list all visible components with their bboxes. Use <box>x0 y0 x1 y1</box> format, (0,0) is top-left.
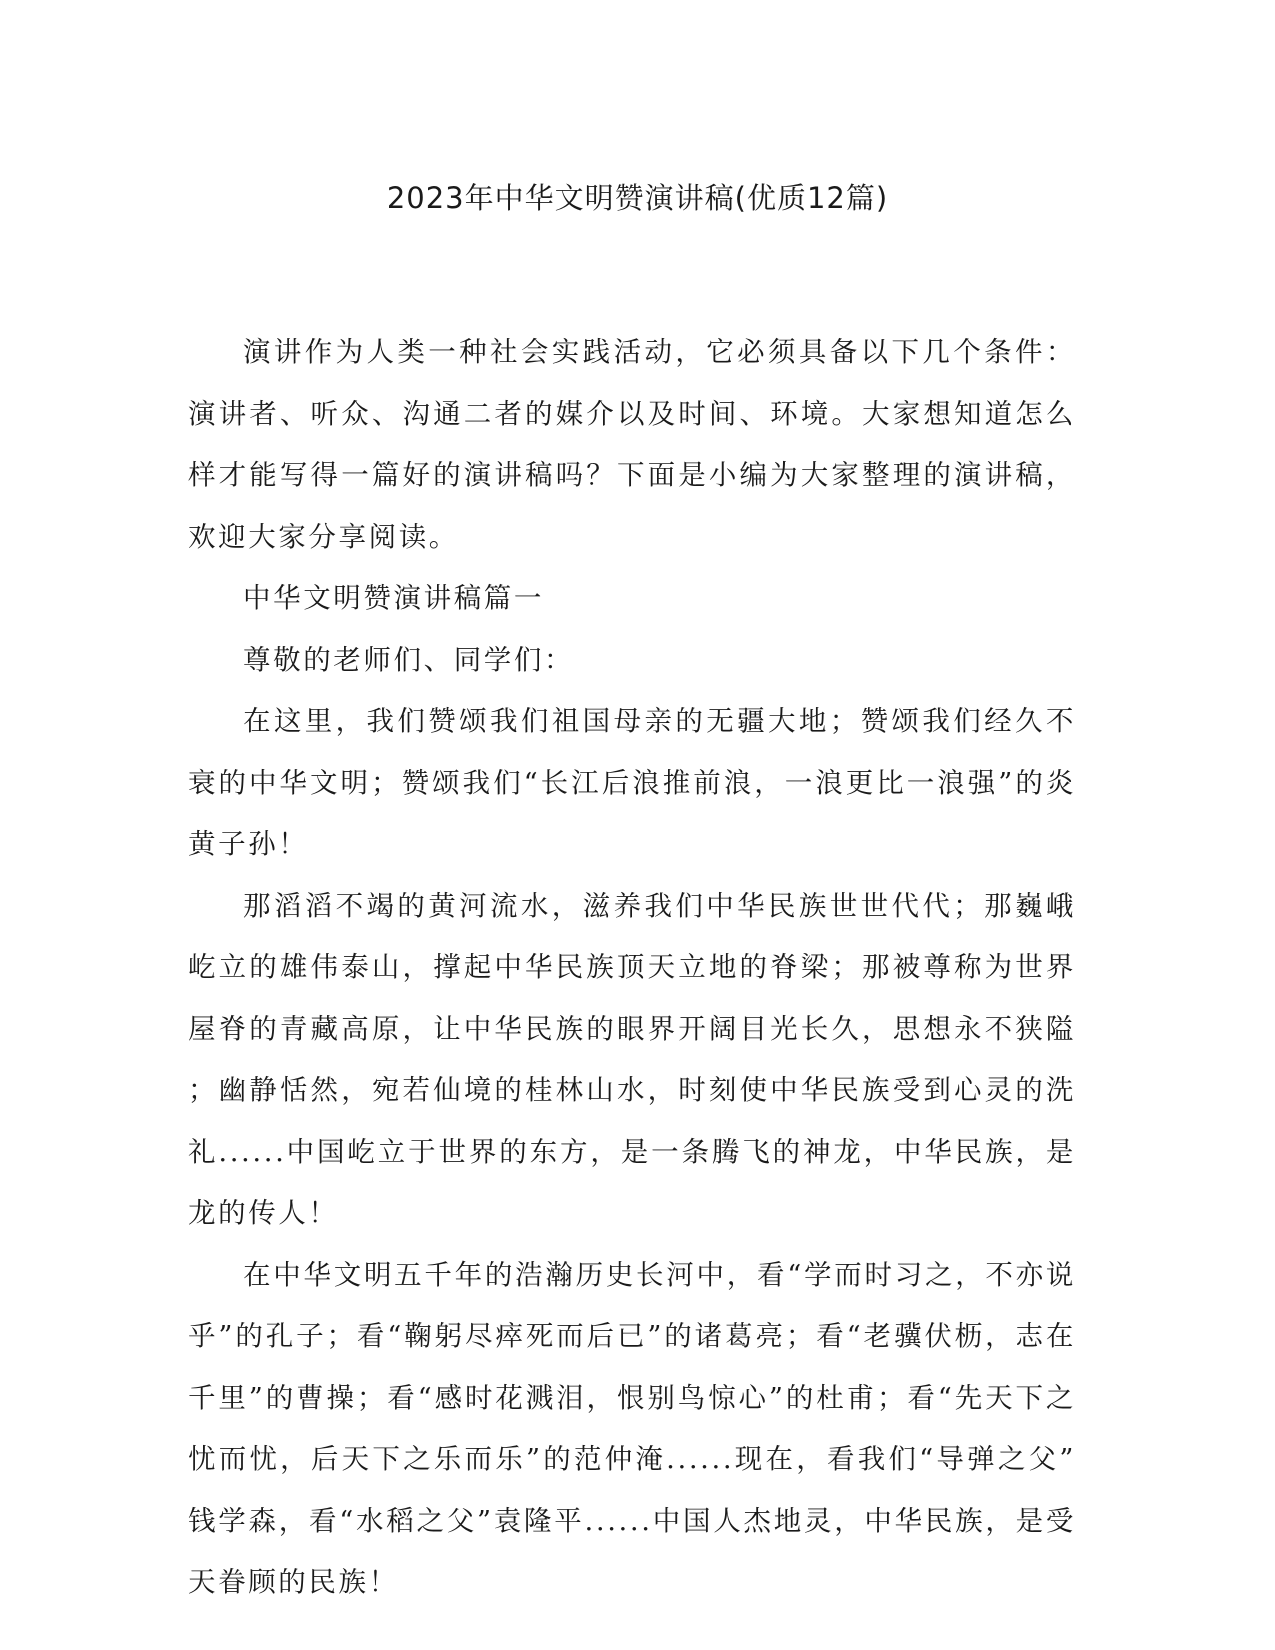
document-title: 2023年中华文明赞演讲稿(优质12篇) <box>386 181 889 215</box>
intro-paragraph: 演讲作为人类一种社会实践活动，它必须具备以下几个条件：演讲者、听众、沟通二者的媒介以及时间、环境。大家想知道怎么样才能写得一篇好的演讲稿吗？下面是小编为大家整理的演讲稿，欢迎大家分享阅读。 <box>188 336 1076 553</box>
section-heading: 中华文明赞演讲稿篇一 <box>243 582 544 614</box>
document-body <box>188 322 1076 1614</box>
body-paragraph: 在中华文明五千年的浩瀚历史长河中，看“学而时习之，不亦说乎”的孔子；看“鞠躬尽瘁死而后已”的诸葛亮；看“老骥伏枥，志在千里”的曹操；看“感时花溅泪，恨别鸟惊心”的杜甫；看“先天下之忧而忧，后天下之乐而乐”的范仲淹......现在，看我们“导弹之父”钱学森，看“水稻之父”袁隆平......中国人杰地灵，中华民族，是受天眷顾的民族！ <box>188 1258 1076 1598</box>
salutation: 尊敬的老师们、同学们： <box>243 643 575 676</box>
body-paragraph: 在这里，我们赞颂我们祖国母亲的无疆大地；赞颂我们经久不衰的中华文明；赞颂我们“长江后浪推前浪，一浪更比一浪强”的炎黄子孙！ <box>188 705 1076 860</box>
body-paragraph: 那滔滔不竭的黄河流水，滋养我们中华民族世世代代；那巍峨屹立的雄伟泰山，撑起中华民族顶天立地的脊梁；那被尊称为世界屋脊的青藏高原，让中华民族的眼界开阔目光长久，思想永不狭隘；幽静恬然，宛若仙境的桂林山水，时刻使中华民族受到心灵的洗礼......中国屹立于世界的东方，是一条腾飞的神龙，中华民族，是龙的传人！ <box>188 889 1076 1229</box>
